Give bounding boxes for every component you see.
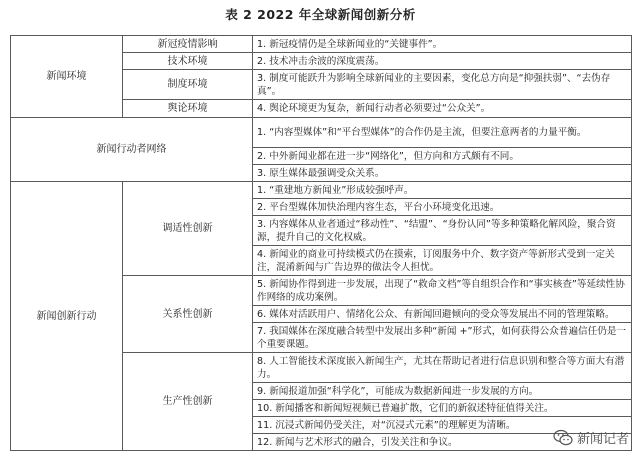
category-cell: 新闻创新行动 [11,182,123,451]
description-cell: 9. 新闻报道加强“科学化”，可能成为数据新闻进一步发展的方向。 [253,383,632,400]
description-cell: 1. “重建地方新闻业”形成较强呼声。 [253,182,632,199]
subcategory-cell: 调适性创新 [123,182,253,276]
description-cell: 8. 人工智能技术深度嵌入新闻生产，尤其在帮助记者进行信息识别和整合等方面大有潜力。 [253,353,632,383]
description-cell: 12. 新闻与艺术形式的融合，引发关注和争议。 [253,434,632,451]
description-cell: 10. 新闻播客和新闻短视频已普遍扩散，它们的新叙述特征值得关注。 [253,400,632,417]
description-cell: 4. 新闻业的商业可持续模式仍在摸索，订阅服务中介、数字资产等新形式受到一定关注，混淆新闻与广告边界的做法令人担忧。 [253,246,632,276]
description-cell: 3. 内容媒体从业者通过“移动性”、“结盟”、“身份认同”等多种策略化解风险，聚合资源，提升自己的文化权威。 [253,216,632,246]
description-cell: 2. 技术冲击余波的深度震荡。 [253,53,632,70]
subcategory-cell: 新冠疫情影响 [123,36,253,53]
subcategory-cell: 舆论环境 [123,100,253,118]
table-row [11,118,632,148]
subcategory-cell: 技术环境 [123,53,253,70]
description-cell: 7. 我国媒体在深度融合转型中发展出多种“新闻 +”形式，如何获得公众普遍信任仍是一个重要课题。 [253,323,632,353]
description-cell: 1. 新冠疫情仍是全球新闻业的“关键事件”。 [253,36,632,53]
description-cell: 11. 沉浸式新闻仍受关注，对“沉浸式元素”的理解更为清晰。 [253,417,632,434]
description-cell: 1. “内容型媒体”和“平台型媒体”的合作仍是主流，但要注意两者的力量平衡。 [253,118,632,148]
description-cell: 6. 媒体对活跃用户、情绪化公众、有新闻回避倾向的受众等发展出不同的管理策略。 [253,306,632,323]
description-cell: 3. 制度可能跃升为影响全球新闻业的主要因素，变化总方向是“抑强扶弱”、“去伪存真”。 [253,70,632,100]
category-cell: 新闻行动者网络 [11,118,253,182]
description-cell: 2. 中外新闻业都在进一步“网络化”，但方向和方式颇有不同。 [253,148,632,165]
description-cell: 3. 原生媒体最强调受众关系。 [253,165,632,182]
innovation-analysis-table [10,35,632,451]
subcategory-cell: 制度环境 [123,70,253,100]
table-row [11,182,632,199]
subcategory-cell: 生产性创新 [123,353,253,451]
table-title: 表 2 2022 年全球新闻创新分析 [225,7,416,22]
subcategory-cell: 关系性创新 [123,276,253,353]
wechat-icon [553,429,573,447]
description-cell: 2. 平台型媒体加快治理内容生态，平台小环境变化迅速。 [253,199,632,216]
table-row [11,36,632,53]
description-cell: 5. 新闻协作得到进一步发展，出现了“救命文档”等自组织合作和“事实核查”等延续性协作网络的成功案例。 [253,276,632,306]
watermark-text: 新闻记者 [576,432,629,447]
description-cell: 4. 舆论环境更为复杂，新闻行动者必须要过“公众关”。 [253,100,632,118]
watermark [553,428,629,447]
category-cell: 新闻环境 [11,36,123,118]
